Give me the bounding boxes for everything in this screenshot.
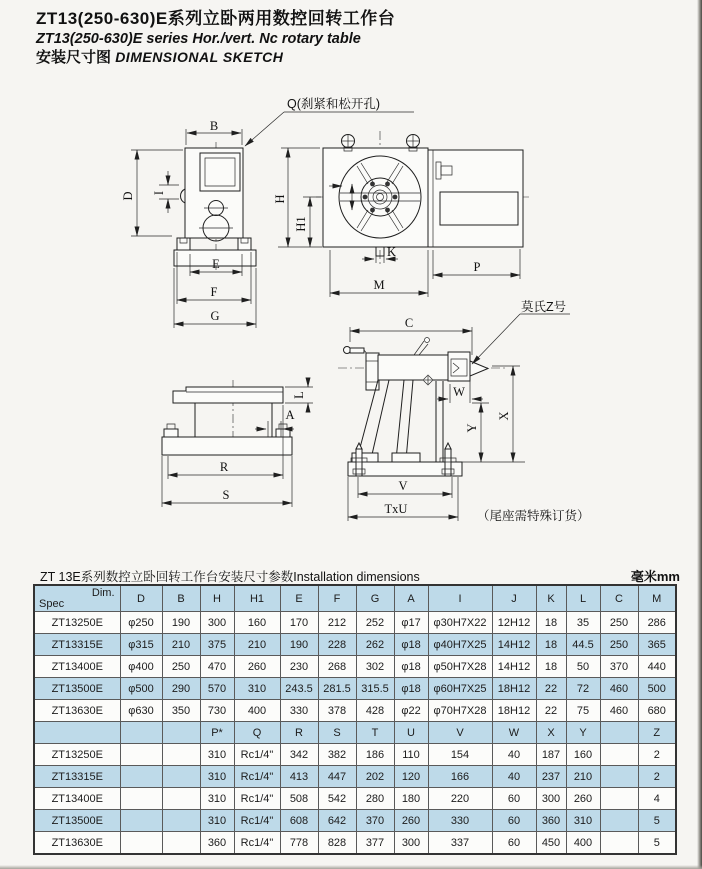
dimensions-table bbox=[33, 584, 677, 855]
value-cell: 428 bbox=[356, 700, 394, 722]
value-cell: 190 bbox=[280, 634, 318, 656]
value-cell: 2 bbox=[638, 744, 676, 766]
table-row bbox=[34, 678, 676, 700]
dim-label-a: A bbox=[285, 408, 295, 422]
value-cell: 337 bbox=[428, 832, 492, 855]
value-cell: 228 bbox=[318, 634, 356, 656]
value-cell: 460 bbox=[600, 678, 638, 700]
value-cell: 166 bbox=[428, 766, 492, 788]
value-cell: 342 bbox=[280, 744, 318, 766]
value-cell: 360 bbox=[536, 810, 566, 832]
value-cell: 370 bbox=[600, 656, 638, 678]
table-caption: ZT 13E系列数控立卧回转工作台安装尺寸参数Installation dimensions bbox=[40, 570, 420, 584]
tailstock-note: （尾座需特殊订货） bbox=[477, 509, 590, 523]
side-view-horizontal bbox=[162, 378, 313, 507]
value-cell bbox=[162, 788, 200, 810]
value-cell: 300 bbox=[394, 832, 428, 855]
value-cell: 22 bbox=[536, 678, 566, 700]
value-cell: 250 bbox=[600, 612, 638, 634]
value-cell: φ18 bbox=[394, 678, 428, 700]
subheader-cell bbox=[34, 722, 120, 744]
value-cell: 35 bbox=[566, 612, 600, 634]
dim-label-r: R bbox=[219, 460, 229, 474]
subheader-cell: Q bbox=[234, 722, 280, 744]
front-view-horizontal bbox=[273, 131, 529, 297]
dim-label-f: F bbox=[210, 285, 218, 299]
value-cell: 281.5 bbox=[318, 678, 356, 700]
value-cell: 377 bbox=[356, 832, 394, 855]
dim-label-b: B bbox=[209, 119, 219, 133]
corner-dim-label: Dim. bbox=[91, 587, 115, 599]
value-cell: 680 bbox=[638, 700, 676, 722]
value-cell: Rc1/4" bbox=[234, 788, 280, 810]
subheader-cell: U bbox=[394, 722, 428, 744]
subheader-cell bbox=[120, 722, 162, 744]
dim-label-txu: TxU bbox=[384, 502, 408, 516]
value-cell bbox=[120, 766, 162, 788]
column-header: M bbox=[638, 585, 676, 612]
value-cell: 378 bbox=[318, 700, 356, 722]
dim-label-v: V bbox=[398, 479, 408, 493]
value-cell: 72 bbox=[566, 678, 600, 700]
value-cell: 180 bbox=[394, 788, 428, 810]
corner-cell bbox=[34, 585, 120, 612]
value-cell: 447 bbox=[318, 766, 356, 788]
value-cell: 243.5 bbox=[280, 678, 318, 700]
value-cell bbox=[162, 832, 200, 855]
value-cell: 18H12 bbox=[492, 678, 536, 700]
spec-cell: ZT13630E bbox=[34, 832, 120, 855]
value-cell: Rc1/4" bbox=[234, 766, 280, 788]
column-header: F bbox=[318, 585, 356, 612]
subheader-cell: T bbox=[356, 722, 394, 744]
value-cell: φ18 bbox=[394, 656, 428, 678]
dim-label-y: Y bbox=[465, 423, 479, 433]
page-title-zh: ZT13(250-630)E系列立卧两用数控回转工作台 bbox=[36, 9, 396, 28]
value-cell: 14H12 bbox=[492, 634, 536, 656]
dim-label-d: D bbox=[121, 191, 135, 201]
value-cell: 210 bbox=[566, 766, 600, 788]
value-cell: 60 bbox=[492, 788, 536, 810]
value-cell: 310 bbox=[234, 678, 280, 700]
subtitle-zh: 安装尺寸图 bbox=[36, 49, 112, 67]
value-cell: 730 bbox=[200, 700, 234, 722]
spec-cell: ZT13500E bbox=[34, 810, 120, 832]
value-cell: 250 bbox=[162, 656, 200, 678]
table-row bbox=[34, 810, 676, 832]
value-cell: φ60H7X25 bbox=[428, 678, 492, 700]
table-row bbox=[34, 766, 676, 788]
value-cell: 778 bbox=[280, 832, 318, 855]
value-cell: 290 bbox=[162, 678, 200, 700]
value-cell: 460 bbox=[600, 700, 638, 722]
value-cell: 268 bbox=[318, 656, 356, 678]
subheader-cell: W bbox=[492, 722, 536, 744]
value-cell: 382 bbox=[318, 744, 356, 766]
value-cell: 310 bbox=[200, 766, 234, 788]
value-cell bbox=[600, 766, 638, 788]
value-cell: 5 bbox=[638, 810, 676, 832]
value-cell: 500 bbox=[638, 678, 676, 700]
dim-label-l: L bbox=[292, 391, 306, 399]
spec-cell: ZT13630E bbox=[34, 700, 120, 722]
value-cell: 110 bbox=[394, 744, 428, 766]
value-cell: 508 bbox=[280, 788, 318, 810]
page-title-en: ZT13(250-630)E series Hor./vert. Nc rotary table bbox=[36, 31, 361, 48]
dim-label-x: X bbox=[497, 411, 511, 421]
value-cell: φ18 bbox=[394, 634, 428, 656]
value-cell: 350 bbox=[162, 700, 200, 722]
subheader-cell bbox=[162, 722, 200, 744]
value-cell: φ40H7X25 bbox=[428, 634, 492, 656]
value-cell: 210 bbox=[162, 634, 200, 656]
subheader-cell: P* bbox=[200, 722, 234, 744]
value-cell: 642 bbox=[318, 810, 356, 832]
value-cell: 4 bbox=[638, 788, 676, 810]
value-cell: 18 bbox=[536, 634, 566, 656]
subheader-cell: S bbox=[318, 722, 356, 744]
value-cell: 315.5 bbox=[356, 678, 394, 700]
subheader-cell: V bbox=[428, 722, 492, 744]
value-cell bbox=[600, 788, 638, 810]
value-cell: 400 bbox=[566, 832, 600, 855]
value-cell: 250 bbox=[600, 634, 638, 656]
value-cell: 190 bbox=[162, 612, 200, 634]
subheader-cell: R bbox=[280, 722, 318, 744]
value-cell: 260 bbox=[394, 810, 428, 832]
value-cell: 252 bbox=[356, 612, 394, 634]
value-cell: φ22 bbox=[394, 700, 428, 722]
spec-cell: ZT13250E bbox=[34, 744, 120, 766]
value-cell bbox=[162, 744, 200, 766]
spec-cell: ZT13400E bbox=[34, 656, 120, 678]
value-cell bbox=[600, 744, 638, 766]
value-cell bbox=[600, 810, 638, 832]
value-cell: φ50H7X28 bbox=[428, 656, 492, 678]
table-header-row bbox=[34, 585, 676, 612]
subheader-cell: X bbox=[536, 722, 566, 744]
dim-label-p: P bbox=[473, 260, 481, 274]
value-cell: 400 bbox=[234, 700, 280, 722]
table-row bbox=[34, 612, 676, 634]
value-cell: 40 bbox=[492, 744, 536, 766]
value-cell: 18 bbox=[536, 612, 566, 634]
value-cell: 365 bbox=[638, 634, 676, 656]
value-cell: 302 bbox=[356, 656, 394, 678]
table-subheader-row bbox=[34, 722, 676, 744]
value-cell: φ630 bbox=[120, 700, 162, 722]
dim-label-w: W bbox=[453, 385, 465, 399]
table-caption-row bbox=[40, 566, 680, 585]
value-cell: 60 bbox=[492, 832, 536, 855]
value-cell: 44.5 bbox=[566, 634, 600, 656]
dim-label-c: C bbox=[404, 316, 414, 330]
table-row bbox=[34, 744, 676, 766]
value-cell: φ500 bbox=[120, 678, 162, 700]
value-cell: Rc1/4" bbox=[234, 810, 280, 832]
value-cell: φ30H7X22 bbox=[428, 612, 492, 634]
value-cell: 542 bbox=[318, 788, 356, 810]
subheader-cell bbox=[600, 722, 638, 744]
value-cell: 440 bbox=[638, 656, 676, 678]
value-cell: 330 bbox=[280, 700, 318, 722]
value-cell: 5 bbox=[638, 832, 676, 855]
value-cell: Rc1/4" bbox=[234, 744, 280, 766]
value-cell: φ70H7X28 bbox=[428, 700, 492, 722]
spec-cell: ZT13400E bbox=[34, 788, 120, 810]
side-view-vertical bbox=[338, 299, 590, 523]
value-cell: 12H12 bbox=[492, 612, 536, 634]
value-cell: 220 bbox=[428, 788, 492, 810]
value-cell bbox=[120, 788, 162, 810]
subheader-cell: Z bbox=[638, 722, 676, 744]
value-cell: 260 bbox=[566, 788, 600, 810]
value-cell: 187 bbox=[536, 744, 566, 766]
value-cell: 170 bbox=[280, 612, 318, 634]
value-cell: Rc1/4" bbox=[234, 832, 280, 855]
subtitle-en: DIMENSIONAL SKETCH bbox=[115, 49, 284, 66]
value-cell: 18 bbox=[536, 656, 566, 678]
spec-cell: ZT13315E bbox=[34, 766, 120, 788]
value-cell: 262 bbox=[356, 634, 394, 656]
value-cell: 375 bbox=[200, 634, 234, 656]
value-cell: 470 bbox=[200, 656, 234, 678]
value-cell: 2 bbox=[638, 766, 676, 788]
dim-label-e: E bbox=[212, 257, 220, 271]
column-header: D bbox=[120, 585, 162, 612]
value-cell: 22 bbox=[536, 700, 566, 722]
value-cell: 237 bbox=[536, 766, 566, 788]
value-cell: 186 bbox=[356, 744, 394, 766]
value-cell: 212 bbox=[318, 612, 356, 634]
dim-label-i: I bbox=[152, 190, 166, 196]
value-cell: 413 bbox=[280, 766, 318, 788]
table-row bbox=[34, 788, 676, 810]
value-cell: 310 bbox=[566, 810, 600, 832]
unit-label: 毫米mm bbox=[630, 569, 680, 584]
table-row bbox=[34, 832, 676, 855]
value-cell: 570 bbox=[200, 678, 234, 700]
value-cell: 210 bbox=[234, 634, 280, 656]
value-cell bbox=[120, 832, 162, 855]
value-cell: φ17 bbox=[394, 612, 428, 634]
value-cell: 230 bbox=[280, 656, 318, 678]
value-cell: 60 bbox=[492, 810, 536, 832]
value-cell: 202 bbox=[356, 766, 394, 788]
column-header: A bbox=[394, 585, 428, 612]
value-cell bbox=[162, 810, 200, 832]
column-header: C bbox=[600, 585, 638, 612]
value-cell: 40 bbox=[492, 766, 536, 788]
value-cell: 160 bbox=[234, 612, 280, 634]
value-cell: 300 bbox=[536, 788, 566, 810]
value-cell: φ400 bbox=[120, 656, 162, 678]
column-header: E bbox=[280, 585, 318, 612]
value-cell: 50 bbox=[566, 656, 600, 678]
value-cell bbox=[162, 766, 200, 788]
column-header: I bbox=[428, 585, 492, 612]
morse-taper-label: 莫氏Z号 bbox=[521, 300, 567, 314]
dim-label-g: G bbox=[210, 309, 220, 323]
dim-label-k: K bbox=[387, 245, 397, 259]
scan-edge-bottom bbox=[0, 865, 702, 869]
value-cell: 310 bbox=[200, 810, 234, 832]
value-cell: φ250 bbox=[120, 612, 162, 634]
value-cell: 300 bbox=[200, 612, 234, 634]
table-row bbox=[34, 656, 676, 678]
value-cell: 370 bbox=[356, 810, 394, 832]
value-cell bbox=[120, 810, 162, 832]
column-header: B bbox=[162, 585, 200, 612]
value-cell: 260 bbox=[234, 656, 280, 678]
value-cell: 286 bbox=[638, 612, 676, 634]
table-row bbox=[34, 700, 676, 722]
value-cell: 160 bbox=[566, 744, 600, 766]
value-cell: 280 bbox=[356, 788, 394, 810]
value-cell: 608 bbox=[280, 810, 318, 832]
value-cell: 75 bbox=[566, 700, 600, 722]
value-cell bbox=[600, 832, 638, 855]
column-header: H bbox=[200, 585, 234, 612]
table-row bbox=[34, 634, 676, 656]
value-cell: 828 bbox=[318, 832, 356, 855]
column-header: K bbox=[536, 585, 566, 612]
subheader-cell: Y bbox=[566, 722, 600, 744]
corner-spec-label: Spec bbox=[39, 598, 65, 610]
spec-cell: ZT13500E bbox=[34, 678, 120, 700]
dim-label-h: H bbox=[273, 194, 287, 204]
column-header: L bbox=[566, 585, 600, 612]
value-cell: 330 bbox=[428, 810, 492, 832]
value-cell: 120 bbox=[394, 766, 428, 788]
value-cell: φ315 bbox=[120, 634, 162, 656]
value-cell: 360 bbox=[200, 832, 234, 855]
spec-cell: ZT13315E bbox=[34, 634, 120, 656]
dim-label-m: M bbox=[373, 278, 385, 292]
value-cell: 450 bbox=[536, 832, 566, 855]
value-cell: 14H12 bbox=[492, 656, 536, 678]
dim-label-s: S bbox=[222, 488, 230, 502]
column-header: H1 bbox=[234, 585, 280, 612]
value-cell bbox=[120, 744, 162, 766]
value-cell: 154 bbox=[428, 744, 492, 766]
clamp-hole-label: Q(刹紧和松开孔) bbox=[287, 97, 381, 111]
dim-label-h1: H1 bbox=[294, 216, 308, 232]
scan-edge-right bbox=[697, 0, 702, 869]
column-header: J bbox=[492, 585, 536, 612]
column-header: G bbox=[356, 585, 394, 612]
value-cell: 310 bbox=[200, 744, 234, 766]
value-cell: 18H12 bbox=[492, 700, 536, 722]
spec-cell: ZT13250E bbox=[34, 612, 120, 634]
value-cell: 310 bbox=[200, 788, 234, 810]
